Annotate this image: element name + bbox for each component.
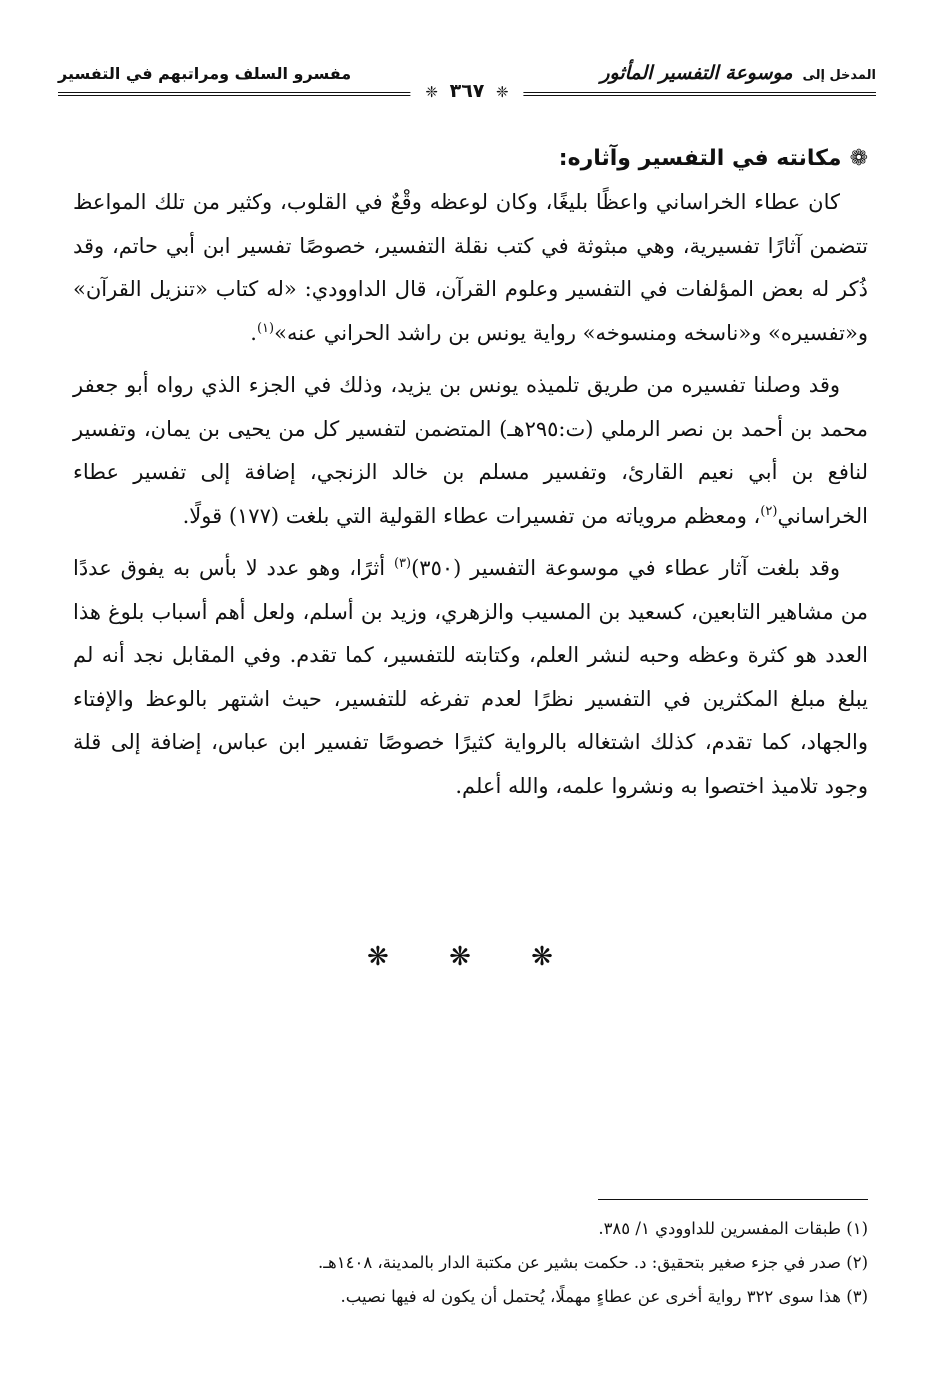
main-text — [73, 137, 868, 817]
paragraph-text: وقد وصلنا تفسيره من طريق تلميذه يونس بن يزيد، وذلك في الجزء الذي رواه أبو جعفر محمد بن أحمد بن نصر الرملي (ت:٢٩٥هـ) المتضمن لتفسير كل من يحيى بن يمان، وتفسير لنافع بن أبي نعيم القارئ، وتفسير مسلم بن خالد الزنجي، إضافة إلى تفسير عطاء الخراساني — [73, 373, 868, 528]
footnote-ref-2: (٢) — [760, 503, 778, 519]
paragraph-1 — [73, 181, 868, 355]
book-title — [600, 62, 876, 84]
footnote-3: (٣) هذا سوى ٣٢٢ رواية أخرى عن عطاءٍ مهملًا، يُحتمل أن يكون له فيها نصيب. — [340, 1287, 868, 1306]
footnote-ref-3: (٣) — [393, 556, 412, 571]
paragraph-2 — [73, 364, 868, 538]
paragraph-tail: . — [250, 320, 257, 345]
footnote-2: (٢) صدر في جزء صغير بتحقيق: د. حكمت بشير عن مكتبة الدار بالمدينة، ١٤٠٨هـ. — [317, 1253, 868, 1272]
paragraph-tail: أثرًا، وهو عدد لا بأس به يفوق عددًا من مشاهير التابعين، كسعيد بن المسيب والزهري، وزيد بن أسلم، ولعل أهم أسباب بلوغ هذا العدد هو كثرة وعظه وحبه لنشر العلم، وكتابته للتفسير، كما تقدم. وفي المقابل نجد أنه لم يبلغ مبلغ المكثرين في التفسير نظرًا لعدم تفرغه للتفسير، حيث اشتهر بالوعظ والإفتاء والجهاد، كما تقدم، كذلك اشتغاله بالرواية كثيرًا خصوصًا تفسير ابن عباس، إضافة إلى قلة وجود تلاميذ اختصوا به ونشروا علمه، والله أعلم. — [73, 556, 868, 798]
ornament-icon: ❈ — [425, 83, 438, 101]
flower-ornament-icon: ❁ — [849, 146, 868, 171]
paragraph-3 — [73, 547, 868, 808]
page-number-text: ٣٦٧ — [449, 80, 485, 102]
footnote-rule — [598, 1199, 868, 1200]
ornament-icon: ❈ — [496, 83, 509, 101]
chapter-title: مفسرو السلف ومراتبهم في التفسير — [58, 64, 352, 83]
running-header — [58, 60, 876, 100]
paragraph-text: وقد بلغت آثار عطاء في موسوعة التفسير (٣٥٠) — [411, 556, 840, 580]
section-separator-stars: ❋ ❋ ❋ — [367, 942, 579, 972]
page-number — [410, 80, 523, 102]
section-heading — [73, 137, 868, 181]
section-heading-text: مكانته في التفسير وآثاره: — [558, 146, 842, 171]
book-title-calligraphy: موسوعة التفسير المأثور — [600, 62, 793, 84]
footnote-1: (١) طبقات المفسرين للداوودي ١/ ٣٨٥. — [598, 1219, 868, 1238]
footnotes — [73, 1212, 868, 1314]
book-title-prefix: المدخل إلى — [802, 68, 876, 83]
footnote-ref-1: (١) — [256, 320, 275, 336]
paragraph-text: كان عطاء الخراساني واعظًا بليغًا، وكان لوعظه وقْعٌ في القلوب، وكثير من تلك المواعظ تتضمن آثارًا تفسيرية، وهي مبثوثة في كتب نقلة التفسير، خصوصًا تفسير ابن أبي حاتم، وقد ذُكر له بعض المؤلفات في التفسير وعلوم القرآن، قال الداوودي: «له كتاب «تنزيل القرآن» و«تفسيره» و«ناسخه ومنسوخه» رواية يونس بن راشد الحراني عنه» — [73, 190, 868, 345]
paragraph-tail: ، ومعظم مروياته من تفسيرات عطاء القولية التي بلغت (١٧٧) قولًا. — [182, 503, 761, 528]
